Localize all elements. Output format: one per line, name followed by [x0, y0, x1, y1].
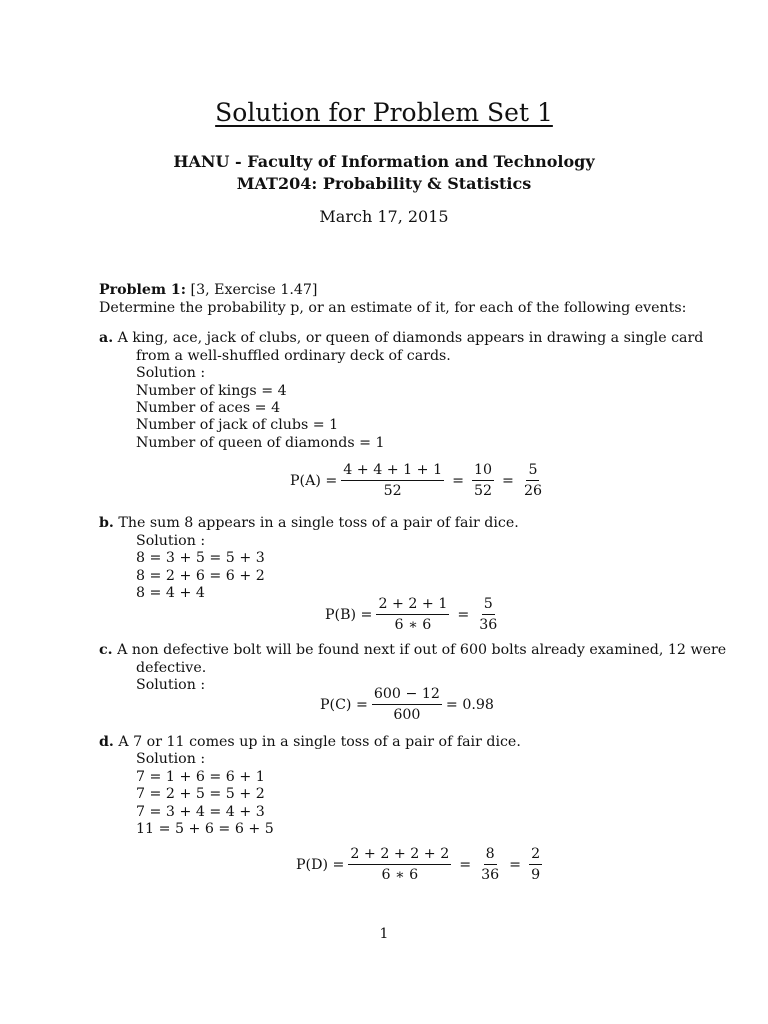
- fraction: $\frac{2}{9}$: [531, 846, 541, 883]
- part-b-line: 8 = 4 + 4: [136, 585, 205, 601]
- part-a-solution-label: Solution :: [136, 365, 206, 381]
- problem-intro: Determine the probability p, or an estimate of it, for each of the following events:: [99, 300, 687, 316]
- part-a-label: a.: [99, 330, 114, 346]
- part-b-heading: [99, 514, 519, 532]
- part-b-line: 8 = 2 + 6 = 6 + 2: [136, 568, 265, 584]
- part-c-equation: [320, 686, 494, 723]
- part-b-solution-label: Solution :: [136, 533, 206, 549]
- part-c-label: c.: [99, 642, 113, 658]
- part-a-line: Number of kings = 4: [136, 383, 287, 399]
- part-d-line: 7 = 1 + 6 = 6 + 1: [136, 769, 265, 785]
- part-a-text-1: A king, ace, jack of clubs, or queen of diamonds appears in drawing a single card: [117, 330, 704, 346]
- equation-lhs: P(A) =: [290, 472, 338, 489]
- part-a-equation: P(A) = $\frac{4 + 4 + 1 + 1}{52}$ = $\frac{10}{52}$ = $\frac{5}{26}$: [290, 462, 542, 499]
- part-d-text-1: A 7 or 11 comes up in a single toss of a pair of fair dice.: [118, 734, 521, 750]
- page-title: Solution for Problem Set 1: [215, 98, 553, 127]
- part-d-solution-label: Solution :: [136, 751, 206, 767]
- fraction: $\frac{8}{36}$: [481, 846, 500, 883]
- fraction: $\frac{5}{26}$: [523, 462, 542, 499]
- part-c-text-2: defective.: [136, 660, 207, 676]
- part-d-heading: [99, 733, 521, 751]
- part-c-solution-label: Solution :: [136, 677, 206, 693]
- fraction: $\frac{2 + 2 + 1}{6 ∗ 6}$: [378, 596, 448, 633]
- part-d-line: 7 = 3 + 4 = 4 + 3: [136, 804, 265, 820]
- header-date: March 17, 2015: [319, 207, 449, 226]
- fraction: $\frac{5}{36}$: [479, 596, 498, 633]
- fraction: $\frac{4 + 4 + 1 + 1}{52}$: [343, 462, 443, 499]
- part-d-equation: P(D) = $\frac{2 + 2 + 2 + 2}{6 ∗ 6}$ = $\frac{8}{36}$ = $\frac{2}{9}$: [296, 846, 541, 883]
- equation-rhs: = 0.98: [445, 696, 494, 713]
- part-c-text-1: A non defective bolt will be found next if out of 600 bolts already examined, 12 were: [117, 642, 727, 658]
- problem-heading: [99, 281, 317, 299]
- header-course: MAT204: Probability & Statistics: [236, 174, 532, 193]
- part-b-equation: P(B) = $\frac{2 + 2 + 1}{6 ∗ 6}$ = $\frac{5}{36}$: [325, 596, 498, 633]
- fraction: $\frac{600 - 12}{600}$: [373, 686, 440, 723]
- part-b-text-1: The sum 8 appears in a single toss of a pair of fair dice.: [118, 515, 519, 531]
- part-d-line: 11 = 5 + 6 = 6 + 5: [136, 821, 274, 837]
- fraction: $\frac{2 + 2 + 2 + 2}{6 ∗ 6}$: [350, 846, 450, 883]
- part-a-line: Number of aces = 4: [136, 400, 281, 416]
- part-a-heading: [99, 329, 703, 347]
- part-b-label: b.: [99, 515, 114, 531]
- problem-label: Problem 1:: [99, 282, 187, 298]
- part-b-line: 8 = 3 + 5 = 5 + 3: [136, 550, 265, 566]
- equation-lhs: P(B) =: [325, 606, 373, 623]
- part-d-label: d.: [99, 734, 114, 750]
- part-a-text-2: from a well-shuffled ordinary deck of cards.: [136, 348, 451, 364]
- fraction: $\frac{10}{52}$: [473, 462, 493, 499]
- equation-lhs: P(D) =: [296, 856, 345, 873]
- part-a-line: Number of queen of diamonds = 1: [136, 435, 385, 451]
- problem-reference: [3, Exercise 1.47]: [190, 282, 318, 298]
- equation-lhs: P(C) =: [320, 696, 368, 713]
- header-institution: HANU - Faculty of Information and Technology: [173, 152, 595, 171]
- part-c-heading: [99, 641, 726, 659]
- part-a-line: Number of jack of clubs = 1: [136, 417, 339, 433]
- page-number: 1: [379, 926, 389, 942]
- part-d-line: 7 = 2 + 5 = 5 + 2: [136, 786, 265, 802]
